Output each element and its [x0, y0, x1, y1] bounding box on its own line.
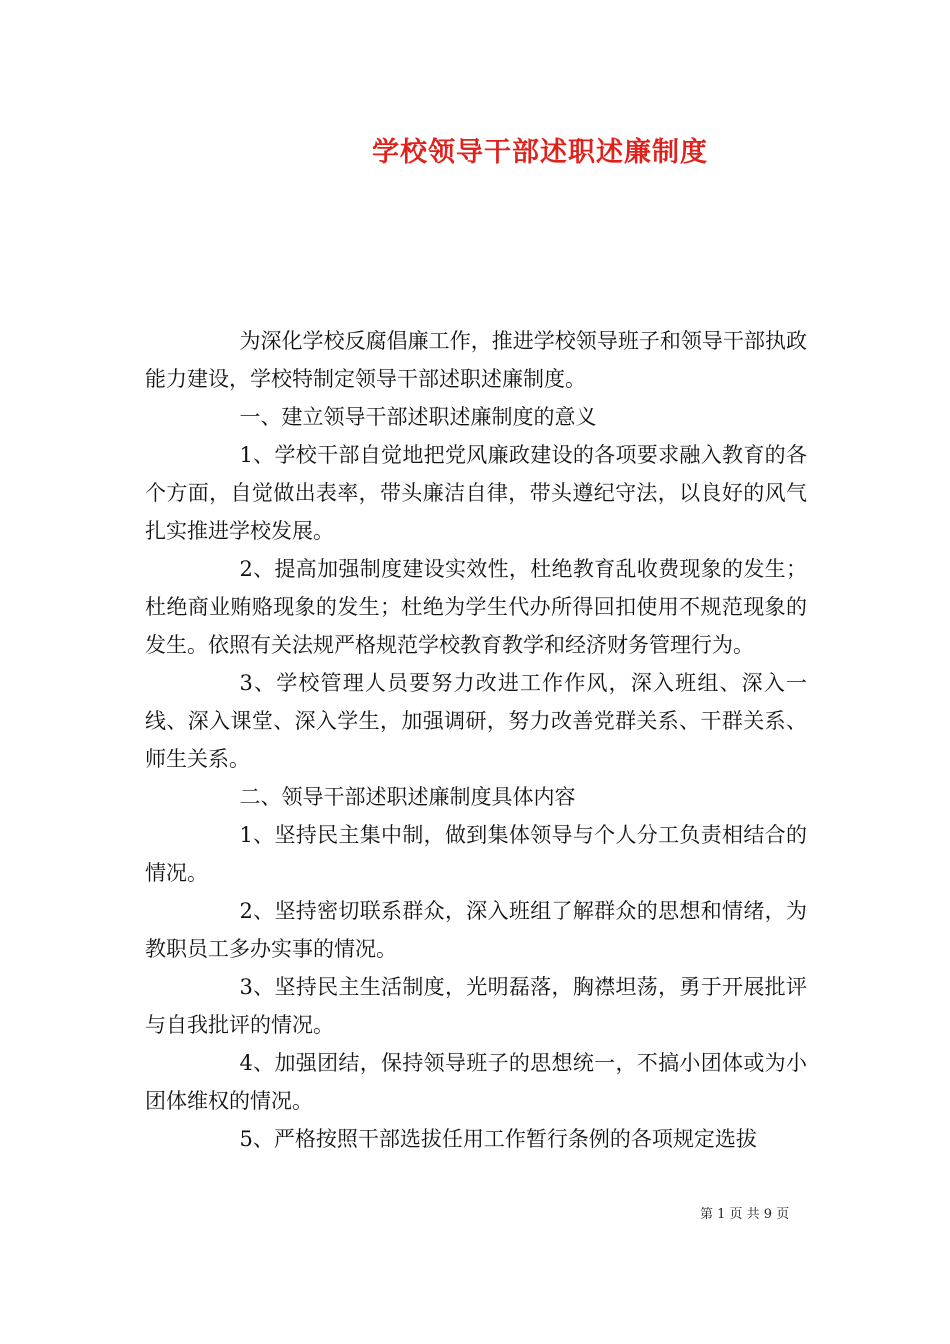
section-heading: 一、建立领导干部述职述廉制度的意义 — [239, 405, 597, 429]
list-item: 3、坚持民主生活制度，光明磊落，胸襟坦荡，勇于开展批评与自我批评的情况。 — [145, 975, 807, 1037]
document-title: 学校领导干部述职述廉制度 — [372, 137, 708, 168]
intro-paragraph: 为深化学校反腐倡廉工作，推进学校领导班子和领导干部执政能力建设，学校特制定领导干部述职述廉制度。 — [145, 329, 807, 391]
section-heading: 二、领导干部述职述廉制度具体内容 — [239, 785, 576, 809]
list-item: 1、学校干部自觉地把党风廉政建设的各项要求融入教育的各个方面，自觉做出表率，带头廉洁自律，带头遵纪守法，以良好的风气扎实推进学校发展。 — [145, 443, 807, 543]
list-item: 5、严格按照干部选拔任用工作暂行条例的各项规定选拔 — [239, 1127, 757, 1151]
list-item: 1、坚持民主集中制，做到集体领导与个人分工负责相结合的情况。 — [145, 823, 807, 885]
document-body — [145, 322, 807, 1158]
list-item: 4、加强团结，保持领导班子的思想统一，不搞小团体或为小团体维权的情况。 — [145, 1051, 807, 1113]
list-item: 2、提高加强制度建设实效性，杜绝教育乱收费现象的发生；杜绝商业贿赂现象的发生；杜绝为学生代办所得回扣使用不规范现象的发生。依照有关法规严格规范学校教育教学和经济财务管理行为。 — [145, 557, 807, 657]
list-item: 2、坚持密切联系群众，深入班组了解群众的思想和情绪，为教职员工多办实事的情况。 — [145, 899, 807, 961]
list-item: 3、学校管理人员要努力改进工作作风，深入班组、深入一线、深入课堂、深入学生，加强调研，努力改善党群关系、干群关系、师生关系。 — [145, 671, 807, 771]
page-number: 第 1 页 共 9 页 — [700, 1207, 790, 1222]
